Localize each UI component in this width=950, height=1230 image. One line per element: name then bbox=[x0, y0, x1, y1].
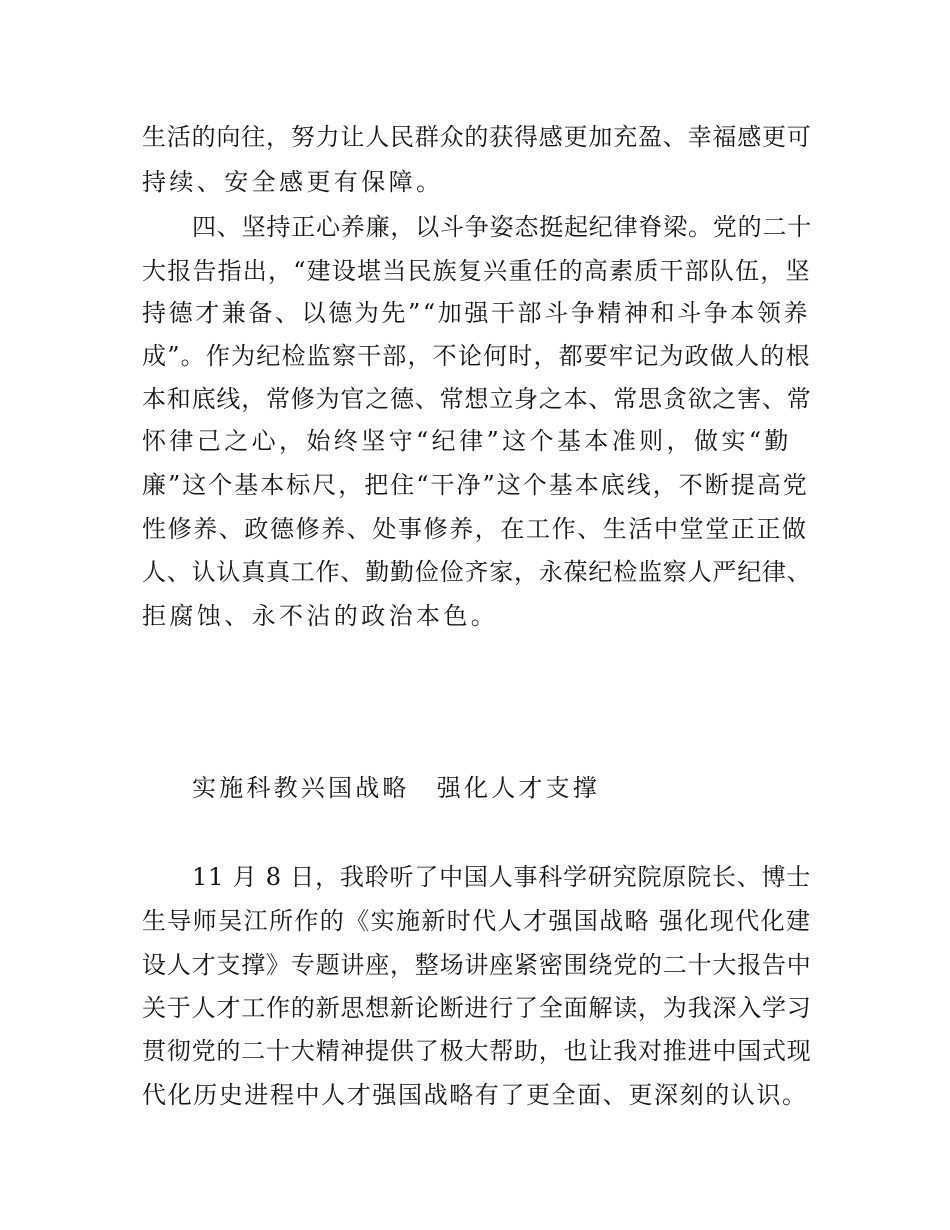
paragraph-line: 大报告指出，“建设堪当民族复兴重任的高素质干部队伍，坚 bbox=[142, 257, 811, 285]
paragraph-line: 拒腐蚀、永不沾的政治本色。 bbox=[142, 602, 499, 630]
paragraph-line: 四、坚持正心养廉，以斗争姿态挺起纪律脊梁。党的二十 bbox=[192, 213, 812, 241]
paragraph-line: 设人才支撑》专题讲座，整场讲座紧密围绕党的二十大报告中 bbox=[142, 951, 812, 979]
paragraph-line: 人、认认真真工作、勤勤俭俭齐家，永葆纪检监察人严纪律、 bbox=[142, 558, 812, 586]
paragraph-line: 代化历史进程中人才强国战略有了更全面、更深刻的认识。 bbox=[142, 1081, 808, 1109]
paragraph-line: 性修养、政德修养、处事修养，在工作、生活中堂堂正正做 bbox=[142, 515, 808, 543]
paragraph-line: 廉”这个基本标尺，把住“干净”这个基本底线，不断提高党 bbox=[142, 471, 809, 499]
paragraph-line: 生活的向往，努力让人民群众的获得感更加充盈、幸福感更可 bbox=[142, 123, 812, 151]
paragraph-line: 生导师吴江所作的《实施新时代人才强国战略 强化现代化建 bbox=[142, 907, 812, 935]
paragraph-line: 关于人才工作的新思想新论断进行了全面解读，为我深入学习 bbox=[142, 994, 812, 1022]
paragraph-line: 贯彻党的二十大精神提供了极大帮助，也让我对推进中国式现 bbox=[142, 1037, 812, 1065]
paragraph-line: 11 月 8 日，我聆听了中国人事科学研究院原院长、博士 bbox=[192, 863, 812, 891]
paragraph-line: 持续、安全感更有保障。 bbox=[142, 168, 444, 196]
paragraph-line: 持德才兼备、以德为先”“加强干部斗争精神和斗争本领养 bbox=[142, 299, 811, 327]
paragraph-line: 怀律己之心，始终坚守“纪律”这个基本准则，做实“勤 bbox=[142, 427, 792, 455]
section-heading: 实施科教兴国战略 强化人才支撑 bbox=[192, 774, 600, 802]
paragraph-line: 本和底线，常修为官之德、常想立身之本、常思贪欲之害、常 bbox=[142, 385, 812, 413]
paragraph-line: 成”。作为纪检监察干部，不论何时，都要牢记为政做人的根 bbox=[142, 342, 811, 370]
